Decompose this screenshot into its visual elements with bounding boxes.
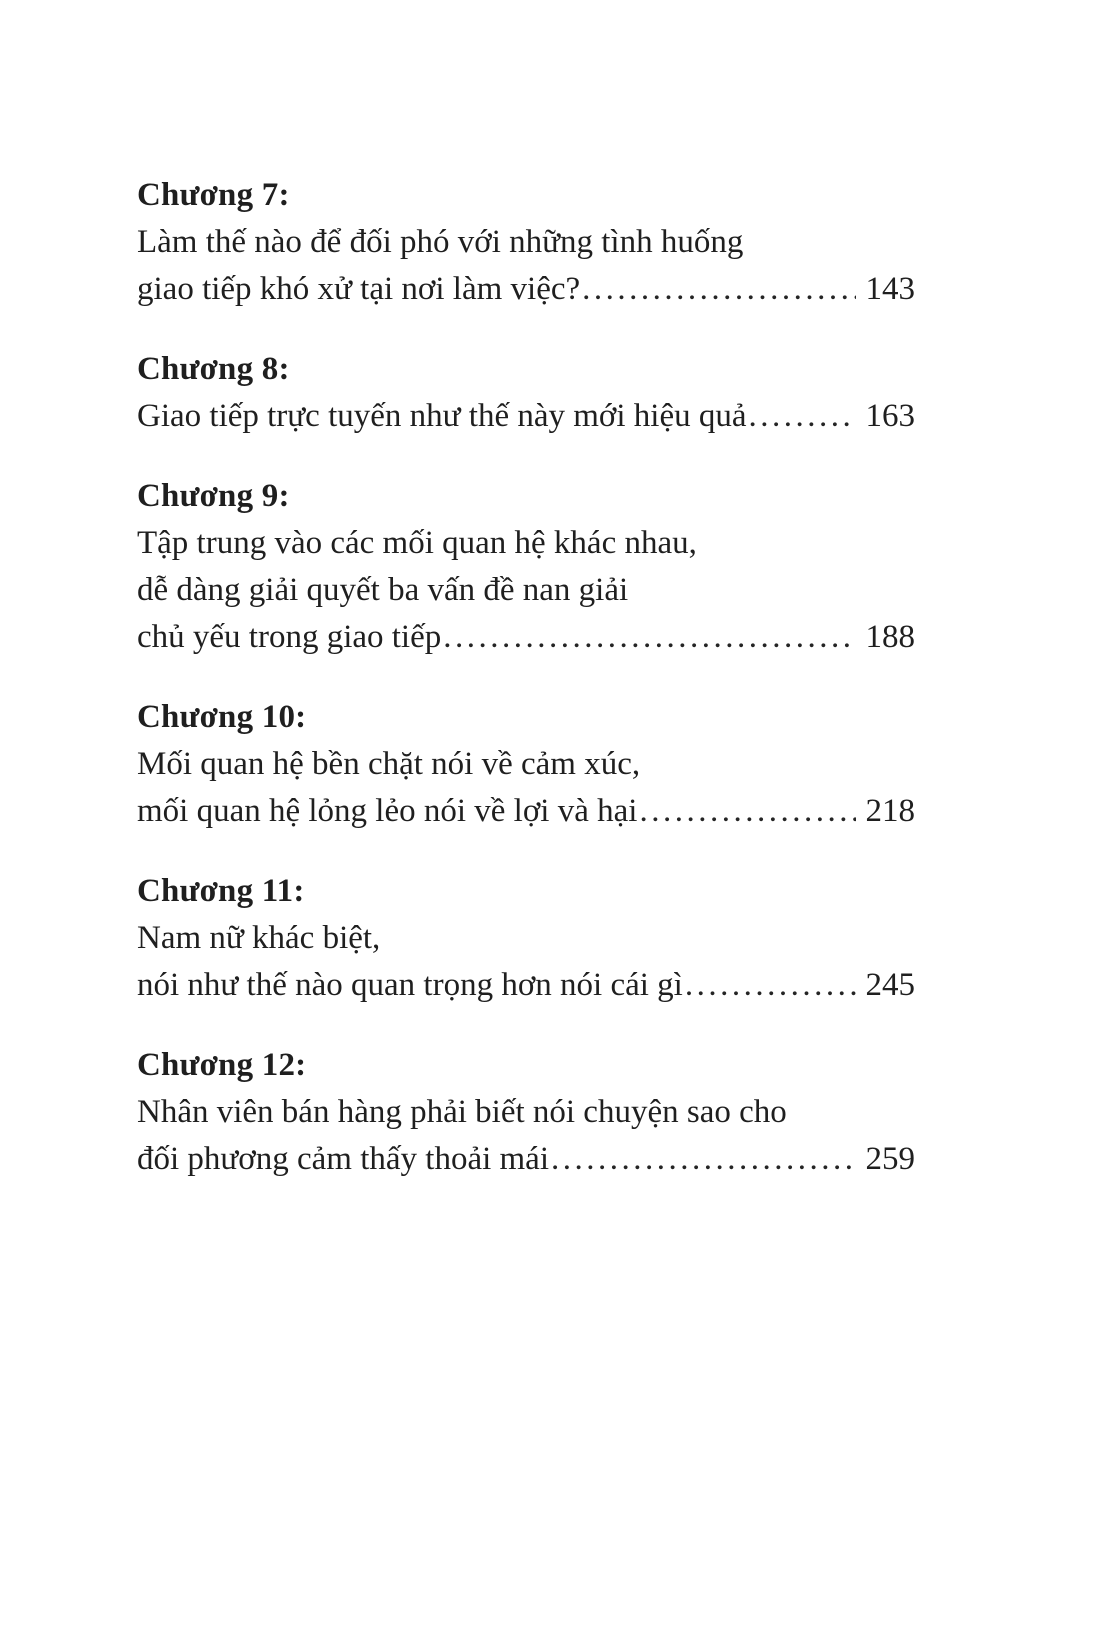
chapter-title-line: dễ dàng giải quyết ba vấn đề nan giải: [137, 572, 629, 608]
chapter-heading: Chương 9:: [137, 478, 290, 514]
chapter-title-lines: [137, 1089, 915, 1136]
chapter-heading: Chương 10:: [137, 699, 307, 735]
toc-leader-row: [137, 1136, 915, 1183]
chapter-title-lines: [137, 741, 915, 788]
toc-entry: [137, 346, 915, 440]
page-number: 245: [865, 967, 915, 1003]
chapter-title-last-line: giao tiếp khó xử tại nơi làm việc?: [137, 271, 581, 307]
toc-entry: [137, 172, 915, 313]
chapter-title-line: Nhân viên bán hàng phải biết nói chuyện sao cho: [137, 1094, 787, 1130]
chapter-title-lines: [137, 520, 915, 614]
chapter-heading: Chương 7:: [137, 177, 290, 213]
chapter-title-lines: [137, 915, 915, 962]
chapter-title-line: Làm thế nào để đối phó với những tình huống: [137, 224, 744, 260]
toc-leader-row: [137, 962, 915, 1009]
chapter-title-last-line: mối quan hệ lỏng lẻo nói về lợi và hại: [137, 793, 638, 829]
toc-leader-row: [137, 393, 915, 440]
chapter-title-last-line: chủ yếu trong giao tiếp: [137, 619, 442, 655]
chapter-title-last-line: Giao tiếp trực tuyến như thế này mới hiệu quả: [137, 398, 747, 434]
dot-leader: [551, 1136, 855, 1183]
toc-entry: [137, 694, 915, 835]
chapter-heading: Chương 11:: [137, 873, 305, 909]
toc-leader-row: [137, 266, 915, 313]
toc-entry: [137, 1042, 915, 1183]
toc-list: [137, 172, 915, 1183]
chapter-heading: Chương 12:: [137, 1047, 307, 1083]
page-number: 259: [865, 1141, 915, 1177]
dot-leader: [639, 788, 855, 835]
chapter-title-last-line: đối phương cảm thấy thoải mái: [137, 1141, 550, 1177]
page-number: 218: [865, 793, 915, 829]
chapter-title-last-line: nói như thế nào quan trọng hơn nói cái gì: [137, 967, 683, 1003]
chapter-title-line: Nam nữ khác biệt,: [137, 920, 381, 956]
page-number: 188: [865, 619, 915, 655]
toc-leader-row: [137, 614, 915, 661]
page-number: 143: [865, 271, 915, 307]
chapter-title-line: Tập trung vào các mối quan hệ khác nhau,: [137, 525, 697, 561]
chapter-heading: Chương 8:: [137, 351, 290, 387]
toc-entry: [137, 473, 915, 661]
chapter-title-line: Mối quan hệ bền chặt nói về cảm xúc,: [137, 746, 641, 782]
dot-leader: [685, 962, 856, 1009]
toc-leader-row: [137, 788, 915, 835]
page-number: 163: [865, 398, 915, 434]
chapter-title-lines: [137, 219, 915, 266]
dot-leader: [582, 266, 855, 313]
dot-leader: [443, 614, 855, 661]
dot-leader: [749, 393, 856, 440]
toc-entry: [137, 868, 915, 1009]
